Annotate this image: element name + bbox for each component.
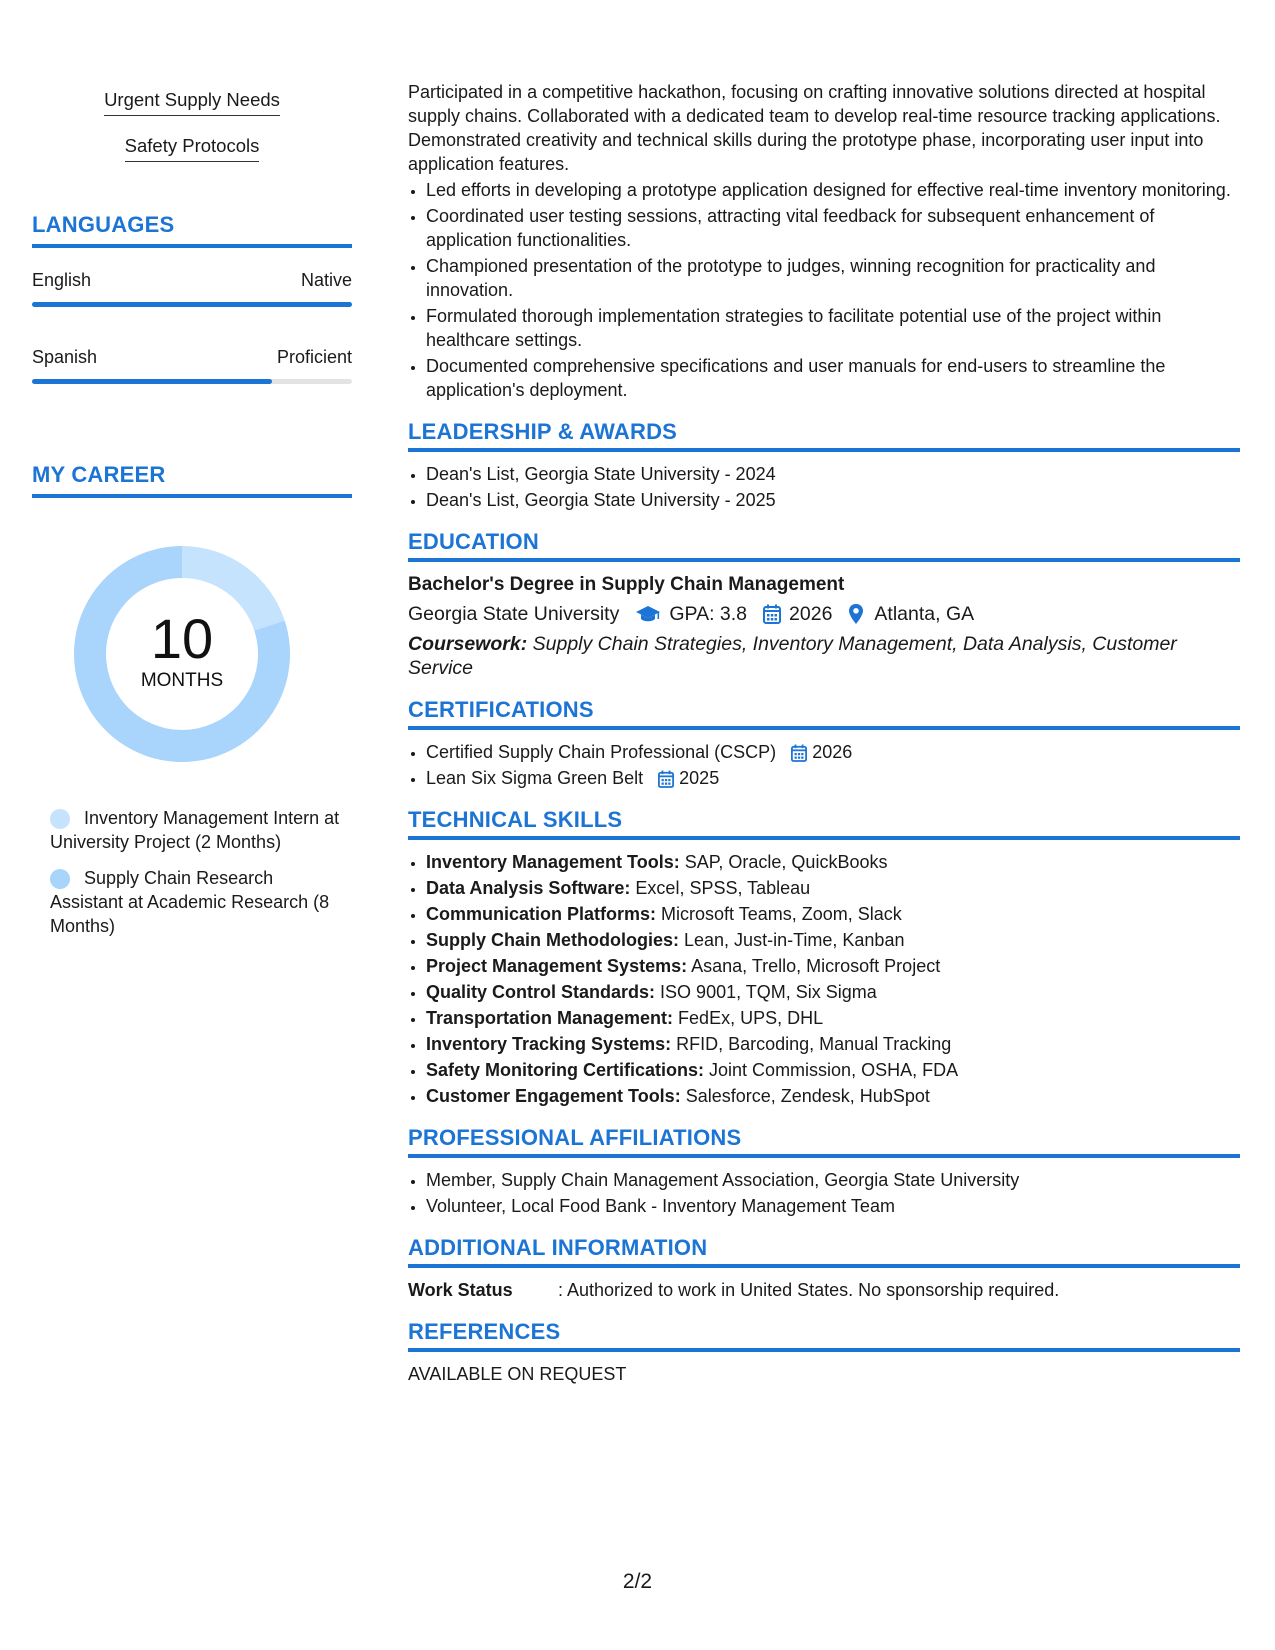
languages-heading: LANGUAGES <box>32 212 352 248</box>
skill-tag: Urgent Supply Needs <box>104 88 280 116</box>
donut-center <box>66 538 298 770</box>
certification-name: Lean Six Sigma Green Belt <box>426 768 644 788</box>
career-total-number: 10 <box>150 607 214 670</box>
language-level: Proficient <box>276 347 352 367</box>
legend-dot-icon <box>50 809 70 829</box>
skills-list <box>408 850 1240 1108</box>
location-pin-icon <box>848 603 864 625</box>
list-item: • Member, Supply Chain Management Association, Georgia State University <box>426 1168 1240 1192</box>
skill-category: Inventory Tracking Systems: <box>426 1034 672 1054</box>
language-row <box>32 345 352 384</box>
skill-values: Joint Commission, OSHA, FDA <box>709 1060 959 1080</box>
list-item: • Documented comprehensive specifications and user manuals for end-users to streamline the application's deployment. <box>426 354 1240 402</box>
skill-item <box>426 1058 1240 1082</box>
degree-title: Bachelor's Degree in Supply Chain Management <box>408 574 845 595</box>
language-row <box>32 268 352 307</box>
skill-item <box>426 954 1240 978</box>
skill-category: Customer Engagement Tools: <box>426 1086 681 1106</box>
skill-values: Microsoft Teams, Zoom, Slack <box>661 904 902 924</box>
skills-heading: TECHNICAL SKILLS <box>408 808 1240 840</box>
skill-category: Supply Chain Methodologies: <box>426 930 679 950</box>
skill-item <box>426 1084 1240 1108</box>
skill-category: Inventory Management Tools: <box>426 852 680 872</box>
references-heading: REFERENCES <box>408 1320 1240 1352</box>
list-item <box>426 766 1240 790</box>
education-details <box>408 600 1240 628</box>
career-legend-label: Supply Chain Research Assistant at Academic Research (8 Months) <box>50 868 330 936</box>
affiliations-heading: PROFESSIONAL AFFILIATIONS <box>408 1126 1240 1158</box>
skill-category: Quality Control Standards: <box>426 982 656 1002</box>
certifications-list <box>408 740 1240 790</box>
language-proficiency-fill <box>32 302 352 307</box>
language-name: English <box>32 270 92 290</box>
sidebar <box>32 84 352 950</box>
skill-tags <box>32 84 352 176</box>
skill-values: Asana, Trello, Microsoft Project <box>691 956 941 976</box>
list-item: • Dean's List, Georgia State University - 2025 <box>426 488 1240 512</box>
skill-category: Project Management Systems: <box>426 956 688 976</box>
skill-values: ISO 9001, TQM, Six Sigma <box>660 982 877 1002</box>
certification-year: 2025 <box>679 768 720 788</box>
list-item: • Championed presentation of the prototype to judges, winning recognition for practicality and innovation. <box>426 254 1240 302</box>
leadership-list <box>408 462 1240 512</box>
skill-category: Transportation Management: <box>426 1008 674 1028</box>
main-column <box>408 80 1240 1386</box>
career-legend <box>50 806 340 938</box>
skill-item <box>426 850 1240 874</box>
leadership-heading: LEADERSHIP & AWARDS <box>408 420 1240 452</box>
skill-values: SAP, Oracle, QuickBooks <box>684 852 888 872</box>
legend-dot-icon <box>50 869 70 889</box>
list-item: • Led efforts in developing a prototype application designed for effective real-time inventory monitoring. <box>426 178 1240 202</box>
language-proficiency-bar <box>32 302 352 307</box>
skill-values: FedEx, UPS, DHL <box>678 1008 824 1028</box>
language-proficiency-bar <box>32 379 352 384</box>
skill-item <box>426 1006 1240 1030</box>
skill-category: Data Analysis Software: <box>426 878 631 898</box>
project-bullets <box>408 178 1240 402</box>
skill-item <box>426 1032 1240 1056</box>
work-status-value: : Authorized to work in United States. No sponsorship required. <box>558 1280 1060 1300</box>
language-name: Spanish <box>32 347 98 367</box>
career-donut-chart <box>66 538 298 770</box>
certification-year: 2026 <box>812 742 853 762</box>
list-item: • Coordinated user testing sessions, attracting vital feedback for subsequent enhancement of application functionalities. <box>426 204 1240 252</box>
project-summary: Participated in a competitive hackathon, focusing on crafting innovative solutions directed at hospital supply chains. Collaborated with a dedicated team to develop real-time resource tracking applications. Demonstrated creativity and technical skills during the prototype phase, incorporating user input into application features. <box>408 82 1221 174</box>
career-legend-label: Inventory Management Intern at University Project (2 Months) <box>50 808 340 852</box>
language-level: Native <box>300 270 352 290</box>
skill-item <box>426 980 1240 1004</box>
skill-values: Salesforce, Zendesk, HubSpot <box>685 1086 930 1106</box>
language-proficiency-fill <box>32 379 272 384</box>
skill-category: Communication Platforms: <box>426 904 657 924</box>
coursework-list: Supply Chain Strategies, Inventory Management, Data Analysis, Customer Service <box>408 633 1177 679</box>
skill-item <box>426 902 1240 926</box>
career-legend-item <box>50 866 340 938</box>
certifications-heading: CERTIFICATIONS <box>408 698 1240 730</box>
work-status-row <box>408 1278 1240 1302</box>
list-item: • Volunteer, Local Food Bank - Inventory Management Team <box>426 1194 1240 1218</box>
career-section <box>32 462 352 938</box>
coursework-label: Coursework: <box>408 633 528 655</box>
gpa: GPA: 3.8 <box>669 603 748 625</box>
school-location: Atlanta, GA <box>874 603 975 625</box>
skill-tag: Safety Protocols <box>125 134 260 162</box>
list-item <box>426 740 1240 764</box>
list-item: • Dean's List, Georgia State University - 2024 <box>426 462 1240 486</box>
education-heading: EDUCATION <box>408 530 1240 562</box>
school-name: Georgia State University <box>408 603 620 625</box>
page-number: 2/2 <box>622 1570 653 1593</box>
languages-section <box>32 212 352 384</box>
additional-info-heading: ADDITIONAL INFORMATION <box>408 1236 1240 1268</box>
certification-name: Certified Supply Chain Professional (CSCP) <box>426 742 777 762</box>
career-legend-item <box>50 806 340 854</box>
skill-values: RFID, Barcoding, Manual Tracking <box>676 1034 952 1054</box>
graduation-year: 2026 <box>789 603 833 625</box>
skill-values: Lean, Just-in-Time, Kanban <box>684 930 905 950</box>
references-text: AVAILABLE ON REQUEST <box>408 1364 627 1384</box>
calendar-icon <box>763 604 781 624</box>
list-item: • Formulated thorough implementation strategies to facilitate potential use of the project within healthcare settings. <box>426 304 1240 352</box>
skill-category: Safety Monitoring Certifications: <box>426 1060 705 1080</box>
calendar-icon <box>791 744 807 762</box>
affiliations-list <box>408 1168 1240 1218</box>
graduation-cap-icon <box>635 604 661 624</box>
skill-item <box>426 876 1240 900</box>
career-heading: MY CAREER <box>32 462 352 498</box>
calendar-icon <box>658 770 674 788</box>
career-total-unit: MONTHS <box>140 670 224 691</box>
skill-values: Excel, SPSS, Tableau <box>635 878 811 898</box>
skill-item <box>426 928 1240 952</box>
work-status-label: Work Status <box>408 1280 513 1300</box>
coursework <box>408 632 1240 680</box>
